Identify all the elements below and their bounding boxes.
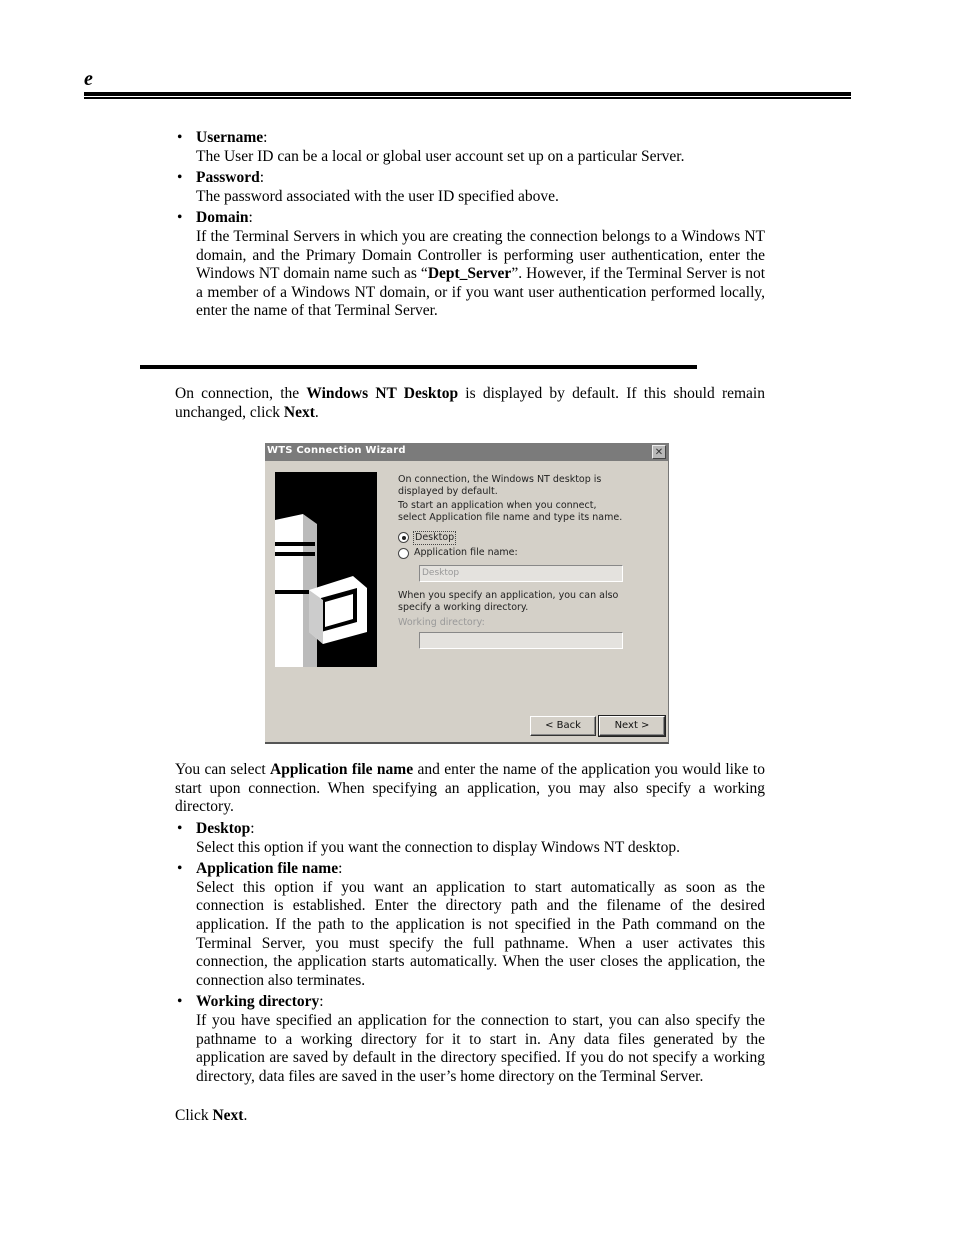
select-application-paragraph: You can select Application file name and enter the name of the application you would like to start upon connection. When specifying an application, you may also specify a working directory.: [175, 761, 765, 816]
term-username: Username: [196, 129, 264, 146]
term-working-directory: Working directory: [196, 993, 320, 1011]
term-password: Password: [196, 169, 260, 187]
list-item-password: • Password: The password associated with the user ID specified above.: [177, 169, 559, 205]
dialog-title-bar: [265, 443, 669, 461]
working-directory-label: Working directory:: [398, 617, 485, 628]
options-list: [175, 820, 765, 1086]
credentials-list: [175, 129, 765, 321]
list-item-application-file-name: • Application file name: Select this option if you want an application to start automatically as soon as the connection is established. Enter the directory path and the filename of the desired application. If the path to the application is not specified in the Path command on the Terminal Server, you must specify the full pathname. When a user activates this connection, the application starts automatically. When the user closes the application, the connection also terminates.: [177, 860, 765, 989]
term-application-file-name: Application file name: [196, 860, 339, 878]
wizard-art-image: [275, 472, 377, 667]
header-rule-thin: [84, 97, 851, 99]
list-item-username: • Username: The User ID can be a local or global user account set up on a particular Server.: [177, 129, 685, 165]
wts-connection-wizard-dialog: [265, 443, 669, 744]
chapter-letter: e: [84, 68, 93, 90]
desktop-radio-label[interactable]: Desktop: [415, 532, 455, 543]
application-file-input[interactable]: Desktop: [419, 565, 623, 582]
back-button[interactable]: < Back: [530, 716, 596, 736]
dialog-info-text: On connection, the Windows NT desktop is displayed by default. To start an application when you connect, select Application file name and type its name.: [398, 474, 623, 523]
server-computer-icon: [275, 472, 377, 667]
desc-username: The User ID can be a local or global user account set up on a particular Server.: [196, 147, 685, 165]
close-icon[interactable]: ✕: [652, 445, 666, 459]
term-domain: Domain: [196, 209, 249, 227]
list-item-desktop: • Desktop: Select this option if you want the connection to display Windows NT desktop.: [177, 820, 680, 856]
application-file-radio[interactable]: [398, 548, 409, 559]
desc-application-file-name: Select this option if you want an application to start automatically as soon as the connection is established. Enter the directory path and the filename of the desired application. If the path to the application is not specified in the Path command on the Terminal Server, you must specify the full pathname. When a user activates this connection, the application starts automatically. When the user closes the application, the connection also terminates.: [196, 878, 765, 989]
desktop-radio[interactable]: [398, 532, 409, 543]
section-rule: [140, 365, 697, 369]
next-button[interactable]: Next >: [599, 716, 665, 736]
closing-instruction: Click Next.: [175, 1107, 248, 1124]
application-file-radio-label[interactable]: Application file name:: [414, 547, 518, 558]
desc-domain: If the Terminal Servers in which you are creating the connection belongs to a Windows NT domain, and the Primary Domain Controller is performing user authentication, enter the Windows NT domain name such as “Dept_Server”. However, if the Terminal Server is not a member of a Windows NT domain, or if you want user authentication performed locally, enter the name of that Terminal Server.: [196, 227, 766, 320]
working-directory-input[interactable]: [419, 632, 623, 649]
list-item-working-directory: • Working directory: If you have specified an application for the connection to start, you can also specify the pathname to a working directory for it to start in. Any data files generated by the application are saved by default in the directory specified. If you do not specify a working directory, data files are saved in the user’s home directory on the Terminal Server.: [177, 993, 765, 1085]
header-rule-thick: [84, 92, 851, 96]
term-desktop: Desktop: [196, 820, 251, 837]
list-item-domain: • Domain: If the Terminal Servers in which you are creating the connection belongs to a Windows NT domain, and the Primary Domain Controller is performing user authentication, enter the Windows NT domain name such as “Dept_Server”. However, if the Terminal Server is not a member of a Windows NT domain, or if you want user authentication performed locally, enter the name of that Terminal Server.: [177, 209, 766, 320]
working-dir-info-text: When you specify an application, you can also specify a working directory.: [398, 590, 619, 613]
desc-password: The password associated with the user ID specified above.: [196, 187, 559, 205]
desc-desktop: Select this option if you want the connection to display Windows NT desktop.: [196, 838, 680, 856]
dialog-title: WTS Connection Wizard: [267, 445, 406, 456]
intro-paragraph: On connection, the Windows NT Desktop is displayed by default. If this should remain unchanged, click Next.: [175, 385, 765, 421]
desc-working-directory: If you have specified an application for the connection to start, you can also specify the pathname to a working directory for it to start in. Any data files generated by the application are saved by default in the directory specified. If you do not specify a working directory, data files are saved in the user’s home directory on the Terminal Server.: [196, 1011, 765, 1085]
